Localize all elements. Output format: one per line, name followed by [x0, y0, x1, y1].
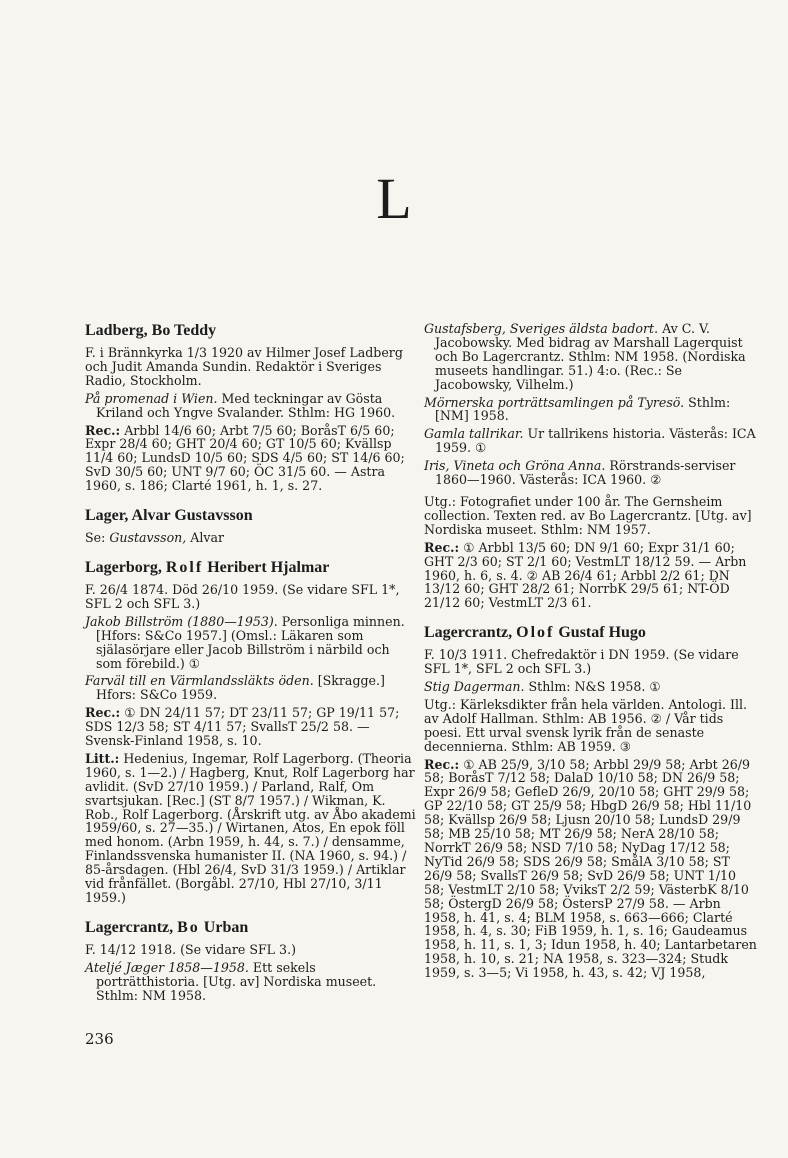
entry-bio: F. 26/4 1874. Död 26/10 1959. (Se vidare SFL 1*, SFL 2 och SFL 3.)	[85, 581, 400, 611]
entry-heading: Ladberg, Bo Teddy	[85, 322, 217, 339]
work-details: Sthlm: N&S 1958. ①	[524, 679, 661, 695]
editor-note: Utg.: Fotografiet under 100 år. The Gernsheim collection. Texten red. av Bo Lagercrantz. [Utg. av] Nordiska museet. Sthlm: NM 1957.	[424, 493, 752, 537]
see-target: Gustavsson,	[109, 530, 187, 546]
work-item	[424, 459, 757, 487]
entry-heading	[85, 559, 418, 577]
reviews-text: ① Arbbl 13/5 60; DN 9/1 60; Expr 31/1 60; GHT 2/3 60; ST 2/1 60; VestmLT 18/12 59. — Arbn 1960, h. 6, s. 4. ② AB 26/4 61; Arbbl 2/2 61; DN 13/12 60; GHT 28/2 61; NorrbK 29/5 61; NT-ÖD 21/12 60; VestmLT 2/3 61.	[424, 539, 747, 611]
work-item	[424, 680, 757, 694]
entry-bio: F. 14/12 1918. (Se vidare SFL 3.)	[85, 941, 296, 957]
work-item	[424, 322, 757, 392]
reviews-text: ① AB 25/9, 3/10 58; Arbbl 29/9 58; Arbt 26/9 58; BoråsT 7/12 58; DalaD 10/10 58; DN 26/9 58; Expr 26/9 58; GefleD 26/9, 20/10 58; GHT 29/9 58; GP 22/10 58; GT 25/9 58; HbgD 26/9 58; Hbl 11/10 58; Kvällsp 26/9 58; Ljusn 20/10 58; LundsD 29/9 58; MB 25/10 58; MT 26/9 58; NerA 28/10 58; NorrkT 26/9 58; NSD 7/10 58; NyDag 17/12 58; NyTid 26/9 58; SDS 26/9 58; SmålA 3/10 58; ST 26/9 58; SvallsT 26/9 58; SvD 26/9 58; UNT 1/10 58; VestmLT 2/10 58; VviksT 2/2 59; VästerbK 8/10 58; ÖstergD 26/9 58; ÖstersP 27/9 58. — Arbn 1958, h. 41, s. 4; BLM 1958, s. 663—666; Clarté 1958, h. 4, s. 30; FiB 1959, h. 1, s. 16; Gaudeamus 1958, h. 11, s. 1, 3; Idun 1958, h. 40; Lantarbetaren 1958, h. 10, s. 21; NA 1958, s. 323—324; Studk 1959, s. 3—5; Vi 1958, h. 43, s. 42; VJ 1958,	[424, 756, 757, 981]
reviews-text: ① DN 24/11 57; DT 23/11 57; GP 19/11 57; SDS 12/3 58; ST 4/11 57; SvallsT 25/2 58. — Svensk-Finland 1958, s. 10.	[85, 705, 400, 749]
right-column	[424, 322, 757, 984]
entry-lagercrantz-olof	[424, 624, 757, 980]
work-title: På promenad i Wien.	[85, 390, 218, 406]
work-details: Ett sekels porträtthistoria. [Utg. av] Nordiska museet. Sthlm: NM 1958.	[96, 959, 377, 1003]
surname: Lagercrantz,	[424, 624, 517, 642]
section-letter: L	[376, 166, 412, 231]
reviews-label: Rec.:	[424, 756, 460, 772]
work-details: Sthlm: [NM] 1958.	[435, 394, 731, 424]
entry-bio: F. i Brännkyrka 1/3 1920 av Hilmer Josef Ladberg och Judit Amanda Sundin. Redaktör i Sveriges Radio, Stockholm.	[85, 345, 403, 388]
work-title: Mörnerska porträttsamlingen på Tyresö.	[424, 394, 685, 410]
work-title: Gamla tallrikar.	[424, 426, 524, 442]
work-title: Stig Dagerman.	[424, 679, 525, 695]
literature-label: Litt.:	[85, 750, 120, 766]
work-details: Med teckningar av Gösta Kriland och Yngve Svalander. Sthlm: HG 1960.	[96, 390, 396, 420]
reviews-label: Rec.:	[85, 705, 121, 721]
work-title: Ateljé Jæger 1858—1958.	[85, 959, 249, 975]
entry-bio: F. 10/3 1911. Chefredaktör i DN 1959. (Se vidare SFL 1*, SFL 2 och SFL 3.)	[424, 647, 739, 677]
work-item	[85, 392, 418, 420]
surname: Lagercrantz,	[85, 918, 178, 936]
work-item	[85, 615, 418, 671]
other-names: Urban	[199, 918, 249, 936]
entry-lagerborg	[85, 559, 418, 905]
work-title: Iris, Vineta och Gröna Anna.	[424, 458, 606, 474]
editor-note: Utg.: Kärleksdikter från hela världen. Antologi. Ill. av Adolf Hallman. Sthlm: AB 1956. ② / Vår tids poesi. Ett urval svensk lyrik från de senaste decennierna. Sthlm: AB 1959. ③	[424, 696, 748, 754]
work-details: [Skragge.] Hfors: S&Co 1959.	[96, 673, 385, 703]
work-item	[424, 427, 757, 455]
entry-lagercrantz-bo-continued	[424, 322, 757, 610]
surname: Lagerborg,	[85, 558, 166, 576]
work-details: Av C. V. Jacobowsky. Med bidrag av Marshall Lagerquist och Bo Lagercrantz. Sthlm: NM 1958. (Nordiska museets handlingar. 51.) 4:o. (Rec.: Se Jacobowsky, Vilhelm.)	[435, 321, 746, 392]
see-reference	[85, 531, 418, 545]
page-number: 236	[85, 1030, 114, 1048]
reviews-label: Rec.:	[85, 422, 121, 438]
entry-heading: Lager, Alvar Gustavsson	[85, 507, 253, 525]
work-title: Farväl till en Värmlandssläkts öden.	[85, 673, 314, 689]
see-label: Se:	[85, 530, 110, 546]
reviews	[85, 706, 418, 748]
entry-lagercrantz-bo	[85, 919, 418, 1003]
reviews-text: Arbbl 14/6 60; Arbt 7/5 60; BoråsT 6/5 60; Expr 28/4 60; GHT 20/4 60; GT 10/5 60; Kvällsp 11/4 60; LundsD 10/5 60; SDS 4/5 60; ST 14/6 60; SvD 30/5 60; UNT 9/7 60; ÖC 31/5 60. — Astra 1960, s. 186; Clarté 1961, h. 1, s. 27.	[85, 422, 405, 494]
work-item	[85, 674, 418, 702]
work-details: Rörstrands-serviser 1860—1960. Västerås: ICA 1960. ②	[435, 458, 736, 488]
given-name: Olof	[516, 624, 555, 642]
entry-heading	[424, 624, 757, 642]
work-item	[424, 396, 757, 424]
reviews	[424, 758, 757, 981]
work-item	[85, 961, 418, 1003]
other-names: Gustaf Hugo	[554, 624, 646, 642]
other-names: Heribert Hjalmar	[203, 558, 330, 576]
reviews	[85, 424, 418, 494]
given-name: Rolf	[165, 558, 204, 576]
entry-ladberg	[85, 322, 418, 493]
work-details: Personliga minnen. [Hfors: S&Co 1957.] (Omsl.: Läkaren som själasörjare eller Jacob Billström i närbild och som förebild.) ①	[96, 613, 405, 671]
literature	[85, 752, 418, 905]
work-title: Gustafsberg, Sveriges äldsta badort.	[424, 321, 659, 336]
reviews	[424, 541, 757, 611]
entry-heading	[85, 919, 418, 937]
left-column	[85, 322, 418, 1007]
given-name: Bo	[177, 918, 200, 936]
literature-text: Hedenius, Ingemar, Rolf Lagerborg. (Theoria 1960, s. 1—2.) / Hagberg, Knut, Rolf Lagerborg har avlidit. (SvD 27/10 1959.) / Parland, Ralf, Om svartsjukan. [Rec.] (ST 8/7 1957.) / Wikman, K. Rob., Rolf Lagerborg. (Årskrift utg. av Åbo akademi 1959/60, s. 27—35.) / Wirtanen, Atos, En epok föll med honom. (Arbn 1959, h. 44, s. 7.) / densamme, Finlandssvenska humanister II. (NA 1960, s. 94.) / 85-årsdagen. (Hbl 26/4, SvD 31/3 1959.) / Artiklar vid frånfället. (Borgåbl. 27/10, Hbl 27/10, 3/11 1959.)	[85, 750, 416, 905]
see-suffix: Alvar	[186, 530, 225, 546]
work-title: Jakob Billström (1880—1953).	[85, 613, 278, 629]
entry-lager	[85, 507, 418, 545]
reviews-label: Rec.:	[424, 539, 460, 555]
work-details: Ur tallrikens historia. Västerås: ICA 1959. ①	[435, 426, 756, 456]
